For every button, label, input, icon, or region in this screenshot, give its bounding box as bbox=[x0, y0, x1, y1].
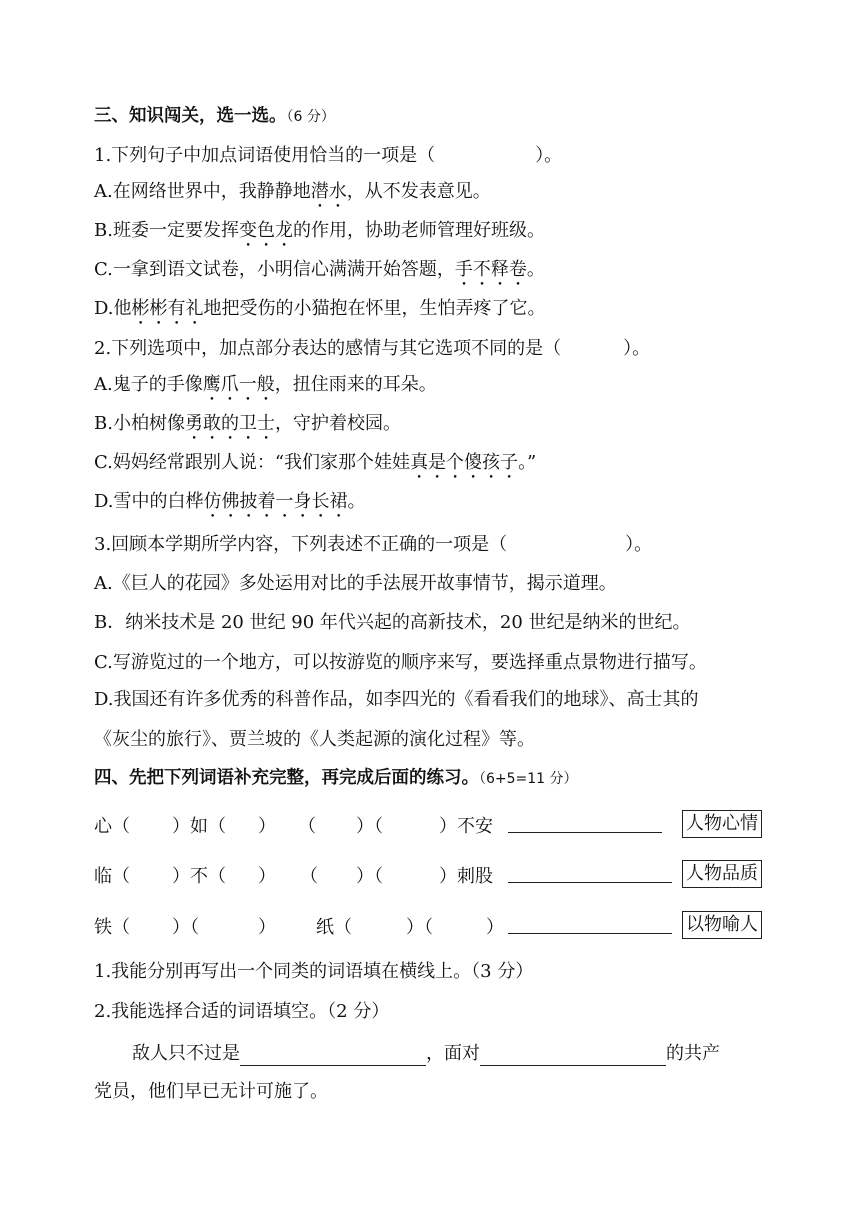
fill-blank-1[interactable] bbox=[240, 1043, 426, 1066]
option-text: 。 bbox=[526, 259, 545, 280]
sentence-text: 敌人只不过是 bbox=[132, 1043, 240, 1064]
option-text: ，从不发表意见。 bbox=[346, 181, 491, 202]
dotted-word: 手不释卷 bbox=[454, 259, 527, 280]
q3-option-b[interactable]: B．纳米技术是 20 世纪 90 年代兴起的高新技术，20 世纪是纳米的世纪。 bbox=[94, 612, 691, 633]
option-text: D.他 bbox=[94, 298, 132, 319]
q1-option-a[interactable] bbox=[94, 180, 491, 212]
option-text: 地把受伤的小猫抱在怀里，生怕弄疼了它。 bbox=[203, 298, 546, 319]
fill-sentence bbox=[132, 1042, 720, 1066]
category-label-box: 以物喻人 bbox=[682, 911, 762, 939]
idiom-row-1 bbox=[94, 810, 780, 838]
idiom-part: ） bbox=[258, 816, 276, 837]
option-text: B.班委一定要发挥 bbox=[94, 220, 239, 241]
idiom-row-2 bbox=[94, 860, 780, 888]
dotted-word: 潜水 bbox=[310, 181, 347, 202]
dotted-word: 彬彬有礼 bbox=[131, 298, 204, 319]
option-text: C.妈妈经常跟别人说：“我们家那个娃娃 bbox=[94, 452, 411, 473]
idiom-part: ）不（ bbox=[172, 866, 226, 887]
q1-option-d[interactable] bbox=[94, 297, 546, 329]
option-text: 。 bbox=[347, 491, 366, 512]
q3-stem-end: ）。 bbox=[625, 534, 653, 555]
section-3-score: （6 分） bbox=[286, 109, 335, 125]
fill-blank-2[interactable] bbox=[480, 1043, 666, 1066]
idiom-part: ）刺股 bbox=[439, 866, 493, 887]
fill-sentence-continued: 党员，他们早已无计可施了。 bbox=[94, 1081, 328, 1102]
idiom-part: ）（ bbox=[406, 917, 433, 938]
dotted-word: 勇敢的卫士 bbox=[184, 413, 275, 434]
q1-stem bbox=[94, 144, 562, 168]
section-4-title bbox=[94, 766, 578, 791]
q3-stem bbox=[94, 533, 652, 557]
idiom-row-3 bbox=[94, 911, 780, 939]
category-label-box: 人物心情 bbox=[682, 810, 762, 838]
section-4-score: （6+5=11 分） bbox=[479, 771, 578, 787]
q2-option-d[interactable] bbox=[94, 490, 366, 522]
option-text: 。” bbox=[518, 452, 537, 473]
s4-q1: 1.我能分别再写出一个同类的词语填在横线上。（3 分） bbox=[94, 961, 534, 982]
option-text: D.雪中的白桦 bbox=[94, 491, 204, 512]
option-text: A.鬼子的手像 bbox=[94, 374, 203, 395]
idiom-part: ）（ bbox=[172, 917, 199, 938]
answer-line[interactable] bbox=[508, 810, 662, 833]
q1-option-b[interactable] bbox=[94, 219, 545, 251]
sentence-text: 的共产 bbox=[666, 1043, 720, 1064]
sentence-text: ，面对 bbox=[426, 1043, 480, 1064]
idiom-part: ）如（ bbox=[172, 816, 226, 837]
q1-stem-end: ）。 bbox=[535, 145, 563, 166]
option-text: ，扭住雨来的耳朵。 bbox=[274, 374, 437, 395]
idiom-part: 铁（ bbox=[94, 917, 130, 938]
idiom-part: ） bbox=[258, 917, 276, 938]
option-text: ，守护着校园。 bbox=[274, 413, 401, 434]
s4-q2: 2.我能选择合适的词语填空。（2 分） bbox=[94, 1001, 390, 1022]
idiom-part: 临（ bbox=[94, 866, 130, 887]
option-text: C.一拿到语文试卷，小明信心满满开始答题， bbox=[94, 259, 455, 280]
section-4-title-text: 四、先把下列词语补充完整，再完成后面的练习。 bbox=[94, 768, 479, 788]
answer-line[interactable] bbox=[508, 860, 672, 883]
q2-option-c[interactable] bbox=[94, 451, 536, 483]
q2-option-b[interactable] bbox=[94, 412, 401, 444]
dotted-word: 鹰爪一般 bbox=[202, 374, 275, 395]
q2-stem bbox=[94, 337, 650, 361]
dotted-word: 变色龙 bbox=[238, 220, 293, 241]
q2-stem-end: ）。 bbox=[623, 338, 651, 359]
option-text: 的作用，协助老师管理好班级。 bbox=[292, 220, 545, 241]
q3-option-d-continued: 《灰尘的旅行》、贾兰坡的《人类起源的演化过程》等。 bbox=[94, 729, 535, 750]
dotted-word: 仿佛披着一身长裙 bbox=[203, 491, 348, 512]
option-text: A.在网络世界中，我静静地 bbox=[94, 181, 311, 202]
idiom-part: ） bbox=[486, 917, 504, 938]
q1-stem-text: 1.下列句子中加点词语使用恰当的一项是（ bbox=[94, 145, 436, 166]
idiom-part: ）（ bbox=[356, 866, 383, 887]
q1-option-c[interactable] bbox=[94, 258, 545, 290]
idiom-part: 心（ bbox=[94, 816, 130, 837]
section-3-title bbox=[94, 104, 335, 129]
q3-option-c[interactable]: C.写游览过的一个地方，可以按游览的顺序来写，要选择重点景物进行描写。 bbox=[94, 652, 707, 673]
idiom-part: （ bbox=[300, 866, 318, 887]
q3-option-d[interactable]: D.我国还有许多优秀的科普作品，如李四光的《看看我们的地球》、高士其的 bbox=[94, 689, 699, 710]
idiom-part: （ bbox=[298, 816, 316, 837]
category-label-box: 人物品质 bbox=[682, 860, 762, 888]
dotted-word: 真是个傻孩子 bbox=[410, 452, 519, 473]
idiom-part: ）（ bbox=[356, 816, 383, 837]
answer-line[interactable] bbox=[508, 911, 672, 934]
idiom-part: ）不安 bbox=[439, 816, 493, 837]
q2-stem-text: 2.下列选项中，加点部分表达的感情与其它选项不同的是（ bbox=[94, 338, 562, 359]
q3-stem-text: 3.回顾本学期所学内容，下列表述不正确的一项是（ bbox=[94, 534, 508, 555]
option-text: B.小柏树像 bbox=[94, 413, 185, 434]
q3-option-a[interactable]: A.《巨人的花园》多处运用对比的手法展开故事情节，揭示道理。 bbox=[94, 573, 617, 594]
q2-option-a[interactable] bbox=[94, 373, 437, 405]
idiom-part: ） bbox=[258, 866, 276, 887]
section-3-title-text: 三、知识闯关，选一选。 bbox=[94, 106, 287, 126]
idiom-part: 纸（ bbox=[316, 917, 352, 938]
